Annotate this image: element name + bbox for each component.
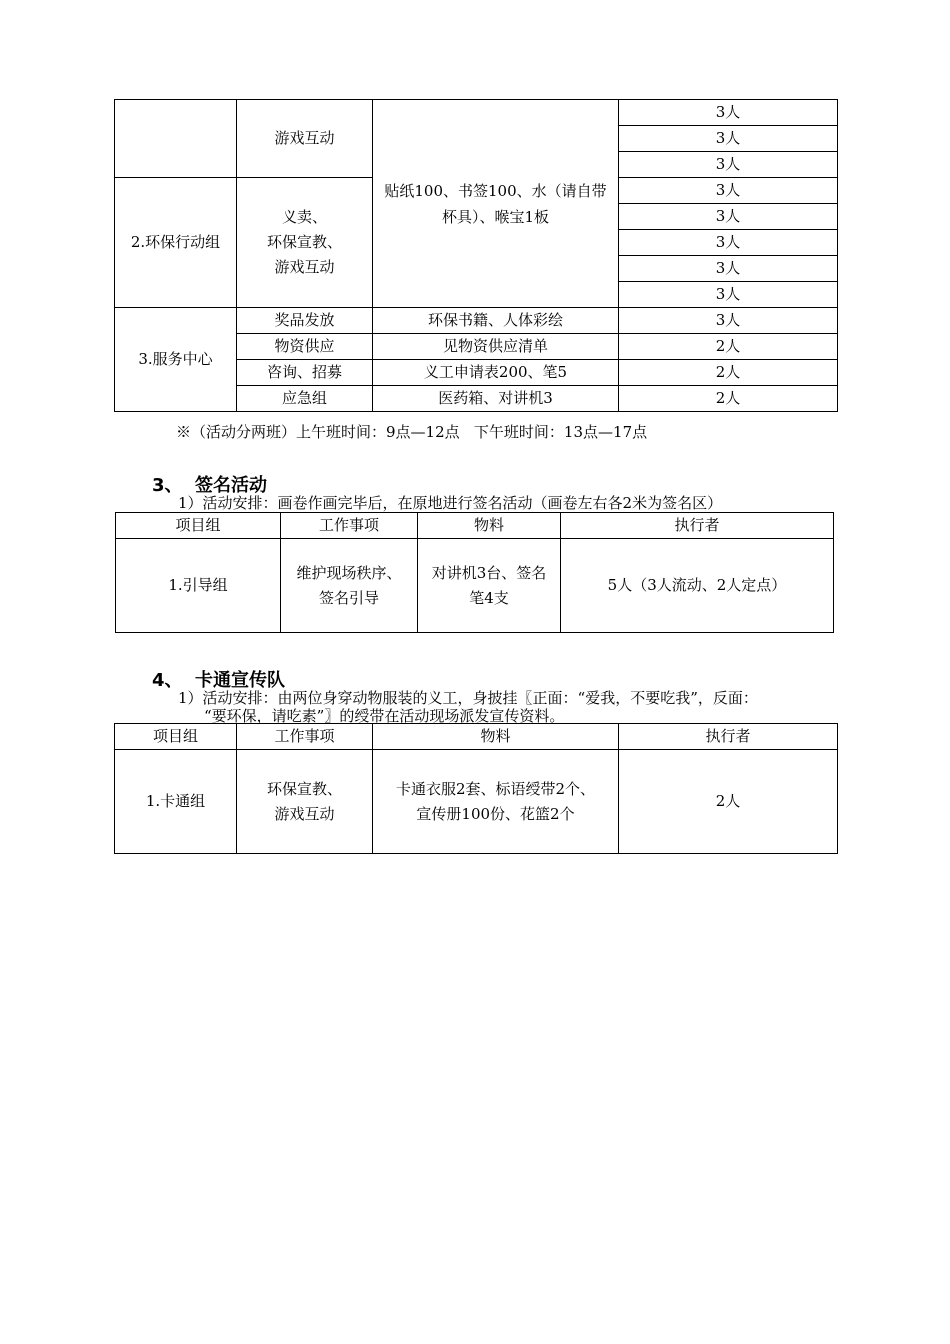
group-cell: 1.引导组 bbox=[116, 539, 281, 633]
header-cell: 工作事项 bbox=[281, 513, 418, 539]
executor-cell: 2人 bbox=[619, 750, 838, 854]
task-cell: 咨询、招募 bbox=[237, 360, 373, 386]
task-cell: 维护现场秩序、 签名引导 bbox=[281, 539, 418, 633]
section-3-arrangement: 1）活动安排：画卷作画完毕后，在原地进行签名活动（画卷左右各2米为签名区） bbox=[178, 494, 723, 512]
material-cell: 卡通衣服2套、标语绶带2个、 宣传册100份、花篮2个 bbox=[373, 750, 619, 854]
executor-cell: 3人 bbox=[619, 126, 838, 152]
executor-cell: 2人 bbox=[619, 386, 838, 412]
header-cell: 执行者 bbox=[561, 513, 834, 539]
header-cell: 项目组 bbox=[115, 724, 237, 750]
header-cell: 项目组 bbox=[116, 513, 281, 539]
executor-cell: 3人 bbox=[619, 204, 838, 230]
section-4-heading: 4、 卡通宣传队 bbox=[152, 670, 286, 691]
section-4-arrangement-line1: 1）活动安排：由两位身穿动物服装的义工，身披挂〖正面：“爱我，不要吃我”，反面： bbox=[178, 689, 758, 707]
material-cell: 见物资供应清单 bbox=[373, 334, 619, 360]
shift-note: ※（活动分两班）上午班时间：9点—12点 下午班时间：13点—17点 bbox=[176, 423, 648, 441]
header-cell: 物料 bbox=[373, 724, 619, 750]
material-cell: 对讲机3台、签名 笔4支 bbox=[418, 539, 561, 633]
task-cell: 物资供应 bbox=[237, 334, 373, 360]
executor-cell: 3人 bbox=[619, 100, 838, 126]
task-cell: 义卖、 环保宣教、 游戏互动 bbox=[237, 178, 373, 308]
task-cell: 游戏互动 bbox=[237, 100, 373, 178]
material-cell: 环保书籍、人体彩绘 bbox=[373, 308, 619, 334]
executor-cell: 5人（3人流动、2人定点） bbox=[561, 539, 834, 633]
executor-cell: 2人 bbox=[619, 334, 838, 360]
material-cell: 医药箱、对讲机3 bbox=[373, 386, 619, 412]
task-cell: 应急组 bbox=[237, 386, 373, 412]
header-cell: 工作事项 bbox=[237, 724, 373, 750]
material-cell: 义工申请表200、笔5 bbox=[373, 360, 619, 386]
executor-cell: 2人 bbox=[619, 360, 838, 386]
task-cell: 奖品发放 bbox=[237, 308, 373, 334]
signature-table bbox=[115, 512, 834, 633]
section-4-arrangement-line2: “要环保，请吃素”〗的绶带在活动现场派发宣传资料。 bbox=[204, 707, 565, 725]
header-cell: 物料 bbox=[418, 513, 561, 539]
cartoon-table bbox=[114, 723, 838, 854]
group-cell: 3.服务中心 bbox=[115, 308, 237, 412]
executor-cell: 3人 bbox=[619, 178, 838, 204]
executor-cell: 3人 bbox=[619, 282, 838, 308]
material-cell: 贴纸100、书签100、水（请自带杯具）、喉宝1板 bbox=[373, 100, 619, 308]
executor-cell: 3人 bbox=[619, 230, 838, 256]
executor-cell: 3人 bbox=[619, 152, 838, 178]
task-cell: 环保宣教、 游戏互动 bbox=[237, 750, 373, 854]
group-cell: 2.环保行动组 bbox=[115, 178, 237, 308]
section-3-heading: 3、 签名活动 bbox=[152, 475, 268, 496]
group-cell: 1.卡通组 bbox=[115, 750, 237, 854]
activity-table-continued bbox=[114, 99, 838, 412]
executor-cell: 3人 bbox=[619, 308, 838, 334]
header-cell: 执行者 bbox=[619, 724, 838, 750]
group-cell-prev bbox=[115, 100, 237, 178]
executor-cell: 3人 bbox=[619, 256, 838, 282]
